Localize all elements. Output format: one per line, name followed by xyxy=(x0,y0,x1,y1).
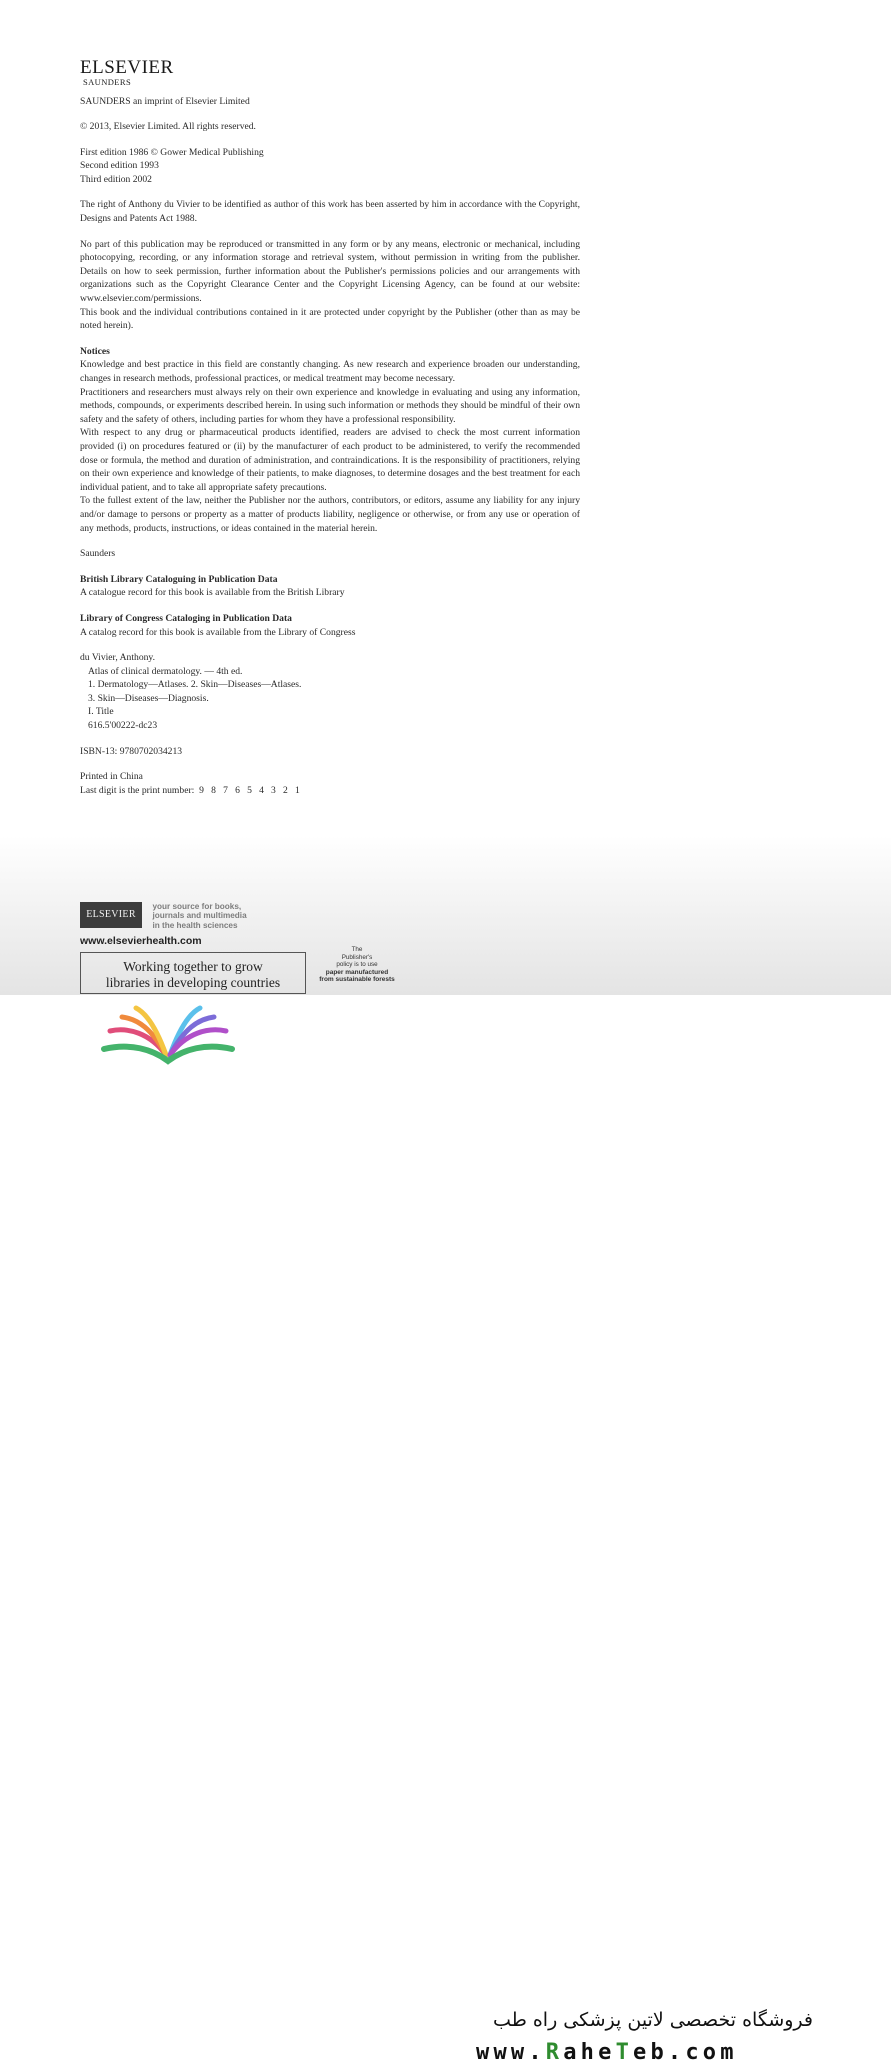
url-part: T xyxy=(615,2040,634,2065)
cataloging-record xyxy=(80,651,580,733)
catalog-line: Atlas of clinical dermatology. — 4th ed. xyxy=(88,665,243,677)
tagline-line: your source for books, xyxy=(152,902,242,911)
logo-main: ELSEVIER xyxy=(80,57,174,78)
imprint-line: SAUNDERS an imprint of Elsevier Limited xyxy=(80,95,250,107)
notice-paragraph: Practitioners and researchers must always rely on their own experience and knowledge in evaluating and using any information, methods, compounds, or experiments described herein. In using such information or methods they should be mindful of their own safety and the safety of others, including parties for whom they have a professional responsibility. xyxy=(80,386,580,425)
publisher-footer xyxy=(80,902,410,990)
library-box-line: libraries in developing countries xyxy=(105,975,281,990)
printed-in: Printed in China xyxy=(80,771,143,783)
catalog-line: 1. Dermatology—Atlases. 2. Skin—Diseases—Atlases. xyxy=(88,679,302,691)
rights-statement: The right of Anthony du Vivier to be identified as author of this work has been asserted by him in accordance with the Copyright, Designs and Patents Act 1988. xyxy=(80,199,580,225)
isbn-line: ISBN-13: 9780702034213 xyxy=(80,745,183,757)
paper-line: policy is to use xyxy=(336,961,378,969)
print-info xyxy=(80,770,580,797)
url-part: eb xyxy=(633,2040,668,2065)
elsevier-saunders-logo xyxy=(80,58,580,87)
print-number: Last digit is the print number: 9 8 7 6 5 4 3 2 1 xyxy=(80,784,300,796)
url-part: ahe xyxy=(563,2040,616,2065)
permissions-paragraph: This book and the individual contributions contained in it are protected under copyright by the Publisher (other than as may be noted herein). xyxy=(80,306,580,332)
elsevier-logo-box: ELSEVIER xyxy=(80,902,142,928)
watermark-url xyxy=(476,2040,738,2065)
british-library-text: A catalogue record for this book is available from the British Library xyxy=(80,587,345,599)
paper-line: Publisher's xyxy=(341,953,373,961)
library-of-congress-block xyxy=(80,612,580,639)
book-logo-icon xyxy=(100,1003,240,1073)
notice-paragraph: To the fullest extent of the law, neither the Publisher nor the authors, contributors, or editors, assume any liability for any injury and/or damage to persons or property as a matter of products liability, negligence or otherwise, or from any use or operation of any methods, products, instructions, or ideas contained in the material herein. xyxy=(80,495,580,534)
publisher-name: Saunders xyxy=(80,548,116,560)
permissions-paragraph: No part of this publication may be reproduced or transmitted in any form or by any means, electronic or mechanical, including photocopying, recording, or any information storage and retrieval system, without permission in writing from the publisher. Details on how to seek permission, further information about the Publisher's permissions policies and our arrangements with organizations such as the Copyright Clearance Center and the Copyright Licensing Agency, can be found at our website: www.elsevier.com/permissions. xyxy=(80,238,580,305)
edition-line: Third edition 2002 xyxy=(80,173,152,185)
library-box-line: Working together to grow xyxy=(123,959,263,974)
catalog-line: 616.5'00222-dc23 xyxy=(88,720,158,732)
catalog-line: I. Title xyxy=(88,706,114,718)
elsevier-health-brand xyxy=(80,902,410,930)
paper-line: paper manufactured xyxy=(325,968,389,976)
paper-policy-note xyxy=(312,946,402,984)
catalog-line: 3. Skin—Diseases—Diagnosis. xyxy=(88,692,209,704)
permissions-block xyxy=(80,238,580,333)
url-part: .com xyxy=(667,2040,738,2065)
loc-text: A catalog record for this book is available from the Library of Congress xyxy=(80,626,356,638)
notices-section xyxy=(80,345,580,535)
tagline-line: journals and multimedia xyxy=(152,911,247,921)
url-part: R xyxy=(545,2040,564,2065)
british-library-block xyxy=(80,573,580,600)
editions-block xyxy=(80,146,580,187)
edition-line: First edition 1986 © Gower Medical Publishing xyxy=(80,146,264,158)
tagline-line: in the health sciences xyxy=(152,920,238,930)
loc-heading: Library of Congress Cataloging in Publication Data xyxy=(80,612,292,624)
edition-line: Second edition 1993 xyxy=(80,160,159,172)
paper-line: from sustainable forests xyxy=(319,976,395,984)
url-part: www. xyxy=(476,2040,546,2065)
page-content xyxy=(80,58,580,809)
notice-paragraph: Knowledge and best practice in this field are constantly changing. As new research and experience broaden our understanding, changes in research methods, professional practices, or medical treatment may become necessary. xyxy=(80,359,580,384)
copyright-line: © 2013, Elsevier Limited. All rights reserved. xyxy=(80,121,256,133)
libraries-developing-countries-box xyxy=(80,952,306,994)
elsevier-tagline xyxy=(152,902,246,930)
copyright-page xyxy=(0,0,891,995)
elsevier-health-url: www.elsevierhealth.com xyxy=(80,935,202,948)
catalog-author: du Vivier, Anthony. xyxy=(80,652,155,664)
british-library-heading: British Library Cataloguing in Publication Data xyxy=(80,573,278,585)
watermark-banner xyxy=(0,995,891,2065)
logo-sub: SAUNDERS xyxy=(83,77,132,87)
persian-store-name: فروشگاه تخصصی لاتین پزشکی راه طب xyxy=(493,2009,813,2031)
notice-paragraph: With respect to any drug or pharmaceutical products identified, readers are advised to check the most current information provided (i) on procedures featured or (ii) by the manufacturer of each product to be administered, to verify the recommended dose or formula, the method and duration of administration, and contraindications. It is the responsibility of practitioners, relying on their own experience and knowledge of their patients, to make diagnoses, to determine dosages and the best treatment for each individual patient, and to take all appropriate safety precautions. xyxy=(80,427,580,493)
paper-line: The xyxy=(351,946,363,953)
notices-heading: Notices xyxy=(80,345,110,357)
